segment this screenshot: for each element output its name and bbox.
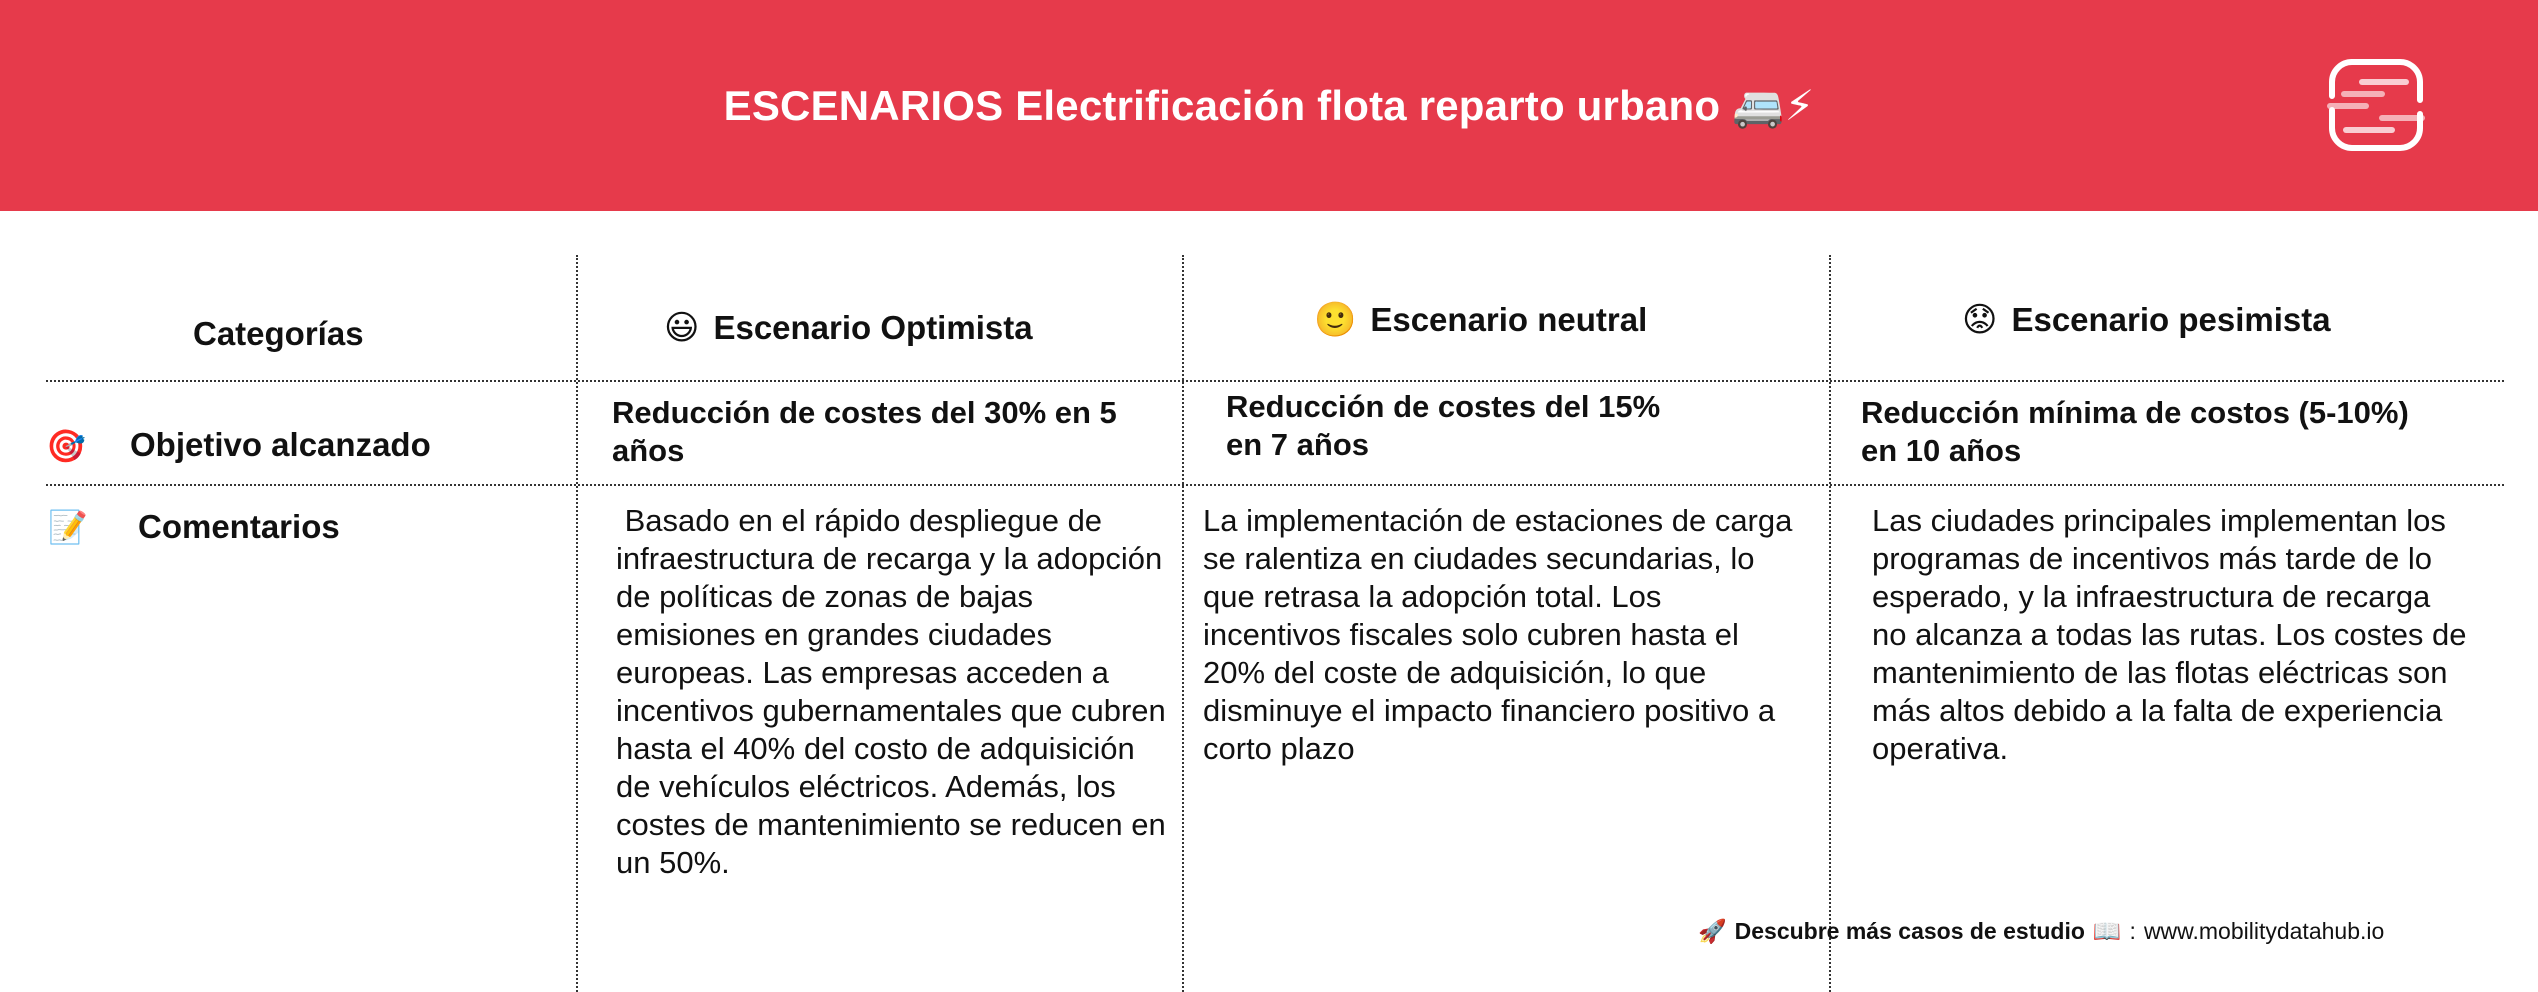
van-lightning-icon: 🚐⚡: [1732, 80, 1815, 130]
comentario-neutral: La implementación de estaciones de carga se ralentiza en ciudades secundarias, lo que retrasa la adopción total. Los incentivos fiscales solo cubren hasta el 20% del coste de adquisición, lo que disminuye el impacto financiero positivo a corto plazo: [1203, 503, 1793, 766]
column-header-optimista: [664, 309, 1033, 347]
footer-cta: [1698, 918, 2384, 945]
memo-icon: 📝: [48, 509, 88, 545]
row-divider: [46, 484, 2504, 486]
comentario-pesimista: Las ciudades principales implementan los programas de incentivos más tarde de lo esperado, y la infraestructura de recarga no alcanza a todas las rutas. Los costes de mantenimiento de las flotas eléctricas son más altos debido a la falta de experiencia operativa.: [1872, 503, 2467, 766]
worried-face-icon: 😟: [1962, 300, 1998, 340]
row-label-comentarios: Comentarios: [138, 508, 340, 545]
column-divider: [576, 255, 578, 992]
column-divider: [1829, 255, 1831, 992]
column-header-label: Escenario neutral: [1370, 301, 1648, 338]
book-icon: 📖: [2092, 919, 2122, 945]
row-divider: [46, 380, 2504, 382]
page-title: [0, 0, 2538, 211]
footer-url-link[interactable]: www.mobilitydatahub.io: [2143, 918, 2385, 944]
page-title-text: ESCENARIOS Electrificación flota reparto urbano: [723, 81, 1721, 129]
grinning-face-icon: 😃: [664, 308, 700, 348]
column-header-neutral: [1314, 301, 1647, 339]
objetivo-pesimista: Reducción mínima de costos (5-10%) en 10 años: [1861, 395, 2409, 468]
slightly-smiling-face-icon: 🙂: [1314, 300, 1357, 340]
column-header-label: Escenario pesimista: [2011, 301, 2331, 338]
objetivo-optimista: Reducción de costes del 30% en 5 años: [612, 395, 1117, 468]
column-header-pesimista: [1962, 301, 2331, 339]
column-divider: [1182, 255, 1184, 992]
footer-cta-text: Descubre más casos de estudio: [1734, 918, 2085, 944]
column-header-label: Categorías: [193, 315, 364, 352]
footer-separator: :: [2129, 918, 2136, 944]
mobilitydatahub-logo-icon[interactable]: [2322, 52, 2428, 158]
objetivo-neutral: Reducción de costes del 15% en 7 años: [1226, 389, 1661, 462]
row-label-objetivo: Objetivo alcanzado: [130, 426, 431, 463]
comentario-optimista: Basado en el rápido despliegue de infraestructura de recarga y la adopción de políticas de zonas de bajas emisiones en grandes ciudades europeas. Las empresas acceden a incentivos gubernamentales que cubren hasta el 40% del costo de adquisición de vehículos eléctricos. Además, los costes de mantenimiento se reducen en un 50%.: [616, 503, 1175, 880]
column-header-categorias: [193, 315, 364, 353]
column-header-label: Escenario Optimista: [713, 309, 1033, 346]
target-icon: 🎯: [46, 428, 86, 464]
header-banner: [0, 0, 2538, 211]
rocket-icon: 🚀: [1698, 919, 1727, 945]
